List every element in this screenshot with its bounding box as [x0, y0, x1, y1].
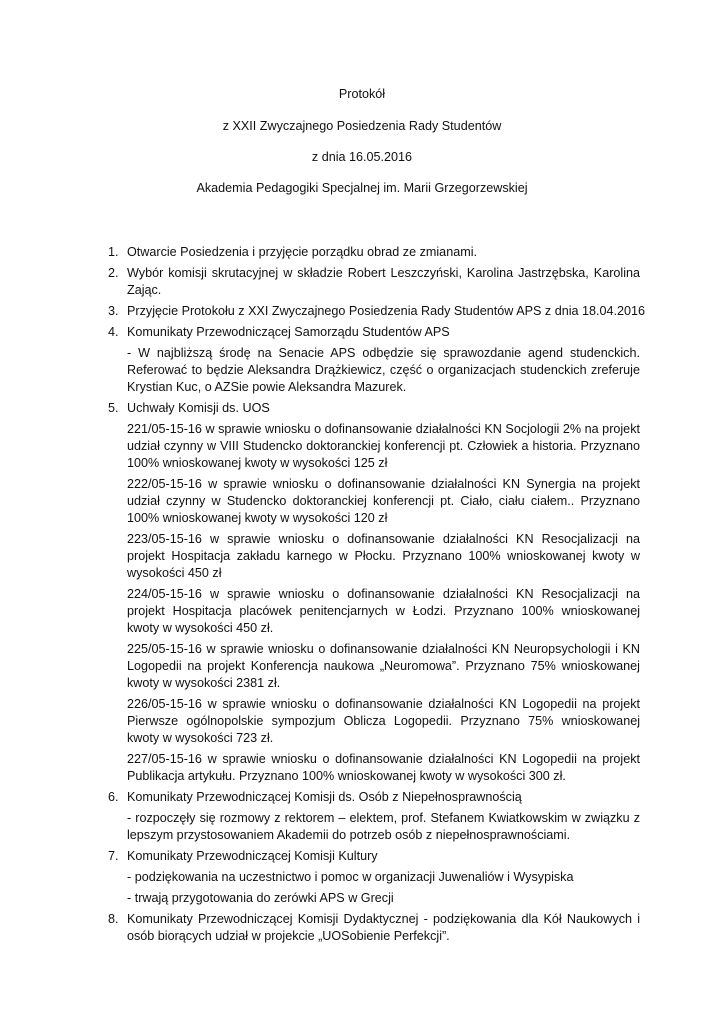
item-text: Komunikaty Przewodniczącej Komisji Dydaktycznej - podziękowania dla Kół Naukowych i osób biorących udział w projekcie „UOSobienie Perfekcji”. [127, 912, 640, 943]
item-number: 3. [108, 304, 119, 318]
agenda-item [108, 848, 640, 865]
item-text: Komunikaty Przewodniczącej Komisji ds. Osób z Niepełnosprawnością [127, 790, 522, 804]
agenda-item [108, 911, 640, 945]
resolution-paragraph: 226/05-15-16 w sprawie wniosku o dofinansowanie działalności KN Logopedii na projekt Pierwsze ogólnopolskie sympozjum Oblicza Logopedii. Przyznano 75% wnioskowanej kwoty w wysokości 723 zł. [127, 697, 640, 745]
item-text: Przyjęcie Protokołu z XXI Zwyczajnego Posiedzenia Rady Studentów APS z dnia 18.04.2016 [127, 304, 646, 318]
agenda-item [108, 400, 640, 417]
resolution-paragraph: 221/05-15-16 w sprawie wniosku o dofinansowanie działalności KN Socjologii 2% na projekt udział czynny w VIII Studencko doktoranckiej konferencji pt. Człowiek a historia. Przyznano 100% wnioskowanej kwoty w wysokości 125 zł [127, 422, 640, 470]
agenda-item [108, 244, 640, 261]
document-title: Protokół [338, 87, 386, 101]
resolution-paragraph: 222/05-15-16 w sprawie wniosku o dofinansowanie działalności KN Synergia na projekt udział czynny w Studencko doktoranckiej konferencji pt. Ciało, ciału ciałem.. Przyznano 100% wnioskowanej kwoty w wysokości 120 zł [127, 477, 640, 525]
document-date: z dnia 16.05.2016 [311, 150, 413, 164]
item-number: 8. [108, 912, 119, 926]
resolution-paragraph: 223/05-15-16 w sprawie wniosku o dofinansowanie działalności KN Resocjalizacji na projekt Hospitacja zakładu karnego w Płocku. Przyznano 100% wnioskowanej kwoty w wysokości 450 zł [127, 532, 640, 580]
item-number: 4. [108, 325, 119, 339]
item-text: Komunikaty Przewodniczącej Samorządu Studentów APS [127, 325, 450, 339]
item-paragraph: - trwają przygotowania do zerówki APS w Grecji [127, 891, 394, 905]
resolution-paragraph: 224/05-15-16 w sprawie wniosku o dofinansowanie działalności KN Resocjalizacji na projekt Hospitacja placówek penitencjarnych w Łodzi. Przyznano 100% wnioskowanej kwoty w wysokości 450 zł. [127, 587, 640, 635]
item-paragraph: - podziękowania na uczestnictwo i pomoc w organizacji Juwenaliów i Wysypiska [127, 870, 574, 884]
item-number: 6. [108, 790, 119, 804]
document-subtitle: z XXII Zwyczajnego Posiedzenia Rady Studentów [222, 119, 502, 133]
resolution-paragraph: 227/05-15-16 w sprawie wniosku o dofinansowanie działalności KN Logopedii na projekt Publikacja artykułu. Przyznano 100% wnioskowanej kwoty w wysokości 300 zł. [127, 752, 640, 783]
agenda-item [108, 789, 640, 806]
document-institution: Akademia Pedagogiki Specjalnej im. Marii Grzegorzewskiej [196, 181, 528, 195]
item-number: 5. [108, 401, 119, 415]
agenda-item [108, 303, 646, 320]
item-text: Wybór komisji skrutacyjnej w składzie Robert Leszczyński, Karolina Jastrzębska, Karolina Zając. [127, 266, 640, 297]
item-text: Otwarcie Posiedzenia i przyjęcie porządku obrad ze zmianami. [127, 245, 477, 259]
item-number: 2. [108, 266, 119, 280]
item-number: 7. [108, 849, 119, 863]
agenda-item [108, 324, 640, 341]
agenda-list [108, 244, 646, 949]
resolution-paragraph: 225/05-15-16 w sprawie wniosku o dofinansowanie działalności KN Neuropsychologii i KN Logopedii na projekt Konferencja naukowa „Neuromowa”. Przyznano 75% wnioskowanej kwoty w wysokości 2381 zł. [127, 642, 640, 690]
item-paragraph: - W najbliższą środę na Senacie APS odbędzie się sprawozdanie agend studenckich. Referować to będzie Aleksandra Drążkiewicz, część o organizacjach studenckich zreferuje Krystian Kuc, o AZSie powie Aleksandra Mazurek. [127, 346, 640, 394]
item-text: Komunikaty Przewodniczącej Komisji Kultury [127, 849, 378, 863]
item-number: 1. [108, 245, 119, 259]
item-text: Uchwały Komisji ds. UOS [127, 401, 270, 415]
agenda-item [108, 265, 640, 299]
item-paragraph: - rozpoczęły się rozmowy z rektorem – elektem, prof. Stefanem Kwiatkowskim w związku z lepszym przystosowaniem Akademii do potrzeb osób z niepełnosprawnościami. [127, 811, 640, 842]
